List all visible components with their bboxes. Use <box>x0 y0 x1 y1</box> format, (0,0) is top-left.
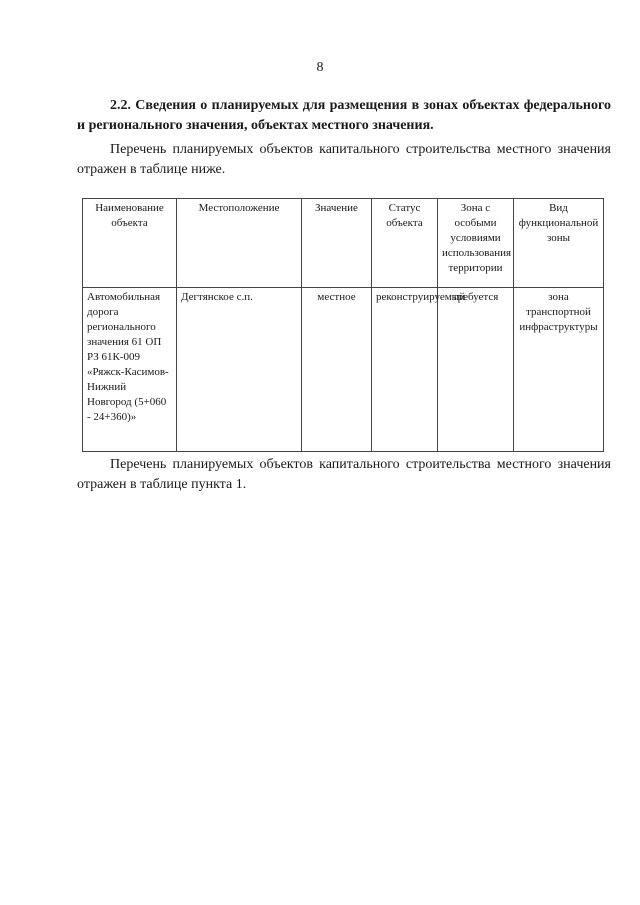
intro-paragraph: Перечень планируемых объектов капитального строительства местного значения отражен в таблице ниже. <box>77 142 611 177</box>
section-heading: 2.2. Сведения о планируемых для размещения в зонах объектах федерального и регионального значения, объектах местного значения. <box>77 98 611 133</box>
header-location: Местоположение <box>177 199 302 288</box>
table-header-row <box>83 199 604 288</box>
cell-functional-zone-type: зона транспортной инфраструктуры <box>514 288 604 452</box>
closing-paragraph: Перечень планируемых объектов капитального строительства местного значения отражен в таблице пункта 1. <box>77 457 611 492</box>
header-significance: Значение <box>302 199 372 288</box>
cell-object-name: Автомобильная дорога регионального значения 61 ОП РЗ 61К-009 «Ряжск-Касимов-Нижний Новгород (5+060 - 24+360)» <box>83 288 177 452</box>
cell-special-zone: требуется <box>438 288 514 452</box>
cell-object-status: реконструируемый <box>372 288 438 452</box>
planned-objects-table <box>82 198 604 452</box>
header-special-zone: Зона с особыми условиями использования территории <box>438 199 514 288</box>
cell-location: Дегтянское с.п. <box>177 288 302 452</box>
table-row <box>83 288 604 452</box>
page-number: 8 <box>316 60 324 75</box>
cell-significance: местное <box>302 288 372 452</box>
header-object-name: Наименование объекта <box>83 199 177 288</box>
header-object-status: Статус объекта <box>372 199 438 288</box>
header-functional-zone-type: Вид функциональной зоны <box>514 199 604 288</box>
